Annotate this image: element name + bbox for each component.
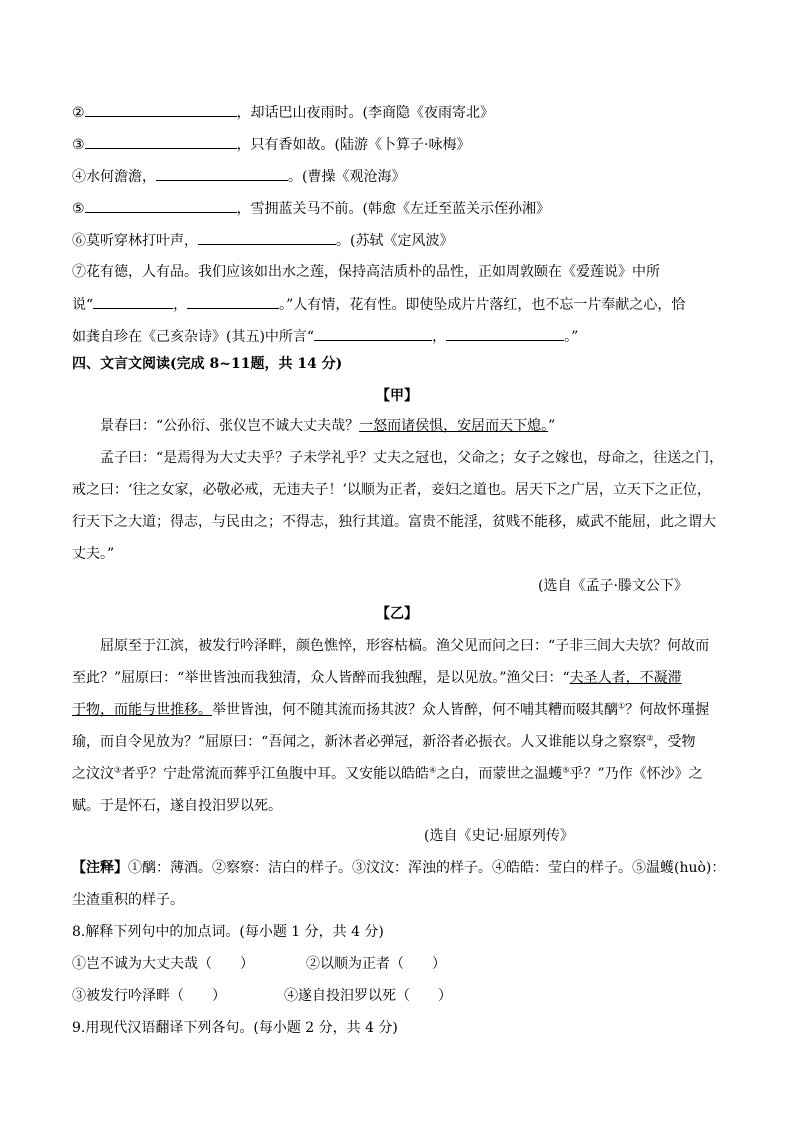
fill-item-2: ② ，却话巴山夜雨时。(李商隐《夜雨寄北》 bbox=[72, 102, 494, 123]
fill-item-6: ⑥莫听穿林打叶声， 。(苏轼《定风波》 bbox=[72, 230, 453, 251]
question-8-row2 bbox=[72, 986, 452, 1006]
notes-line1: 【注释】①醨：薄酒。②察察：洁白的样子。③汶汶：浑浊的样子。④皓皓：莹白的样子。⑤温蠖(huò)： bbox=[72, 860, 726, 876]
answer-blank[interactable] bbox=[198, 230, 336, 245]
fill-item-7-line2: 说“ ， 。”人有情，花有性。即使坠成片片落红，也不忘一片奉献之心，恰 bbox=[72, 294, 685, 315]
fill-item-5: ⑤ ，雪拥蓝关马不前。(韩愈《左迁至蓝关示侄孙湘》 bbox=[72, 198, 550, 219]
passage-jia-heading: 【甲】 bbox=[376, 388, 418, 404]
answer-blank[interactable] bbox=[85, 198, 237, 213]
passage-jia-p2-line1: 孟子曰：“是焉得为大丈夫乎？子未学礼乎？丈夫之冠也，父命之；女子之嫁也，母命之，往送之门， bbox=[100, 450, 724, 466]
passage-yi-line5: 之汶汶③者乎？宁赴常流而葬乎江鱼腹中耳。又安能以皓皓④之白，而蒙世之温蠖⑤乎？”乃作《怀沙》之 bbox=[72, 765, 703, 782]
answer-blank[interactable] bbox=[314, 326, 432, 341]
q8-item-a: ①岂不诚为大丈夫哉（ ） bbox=[72, 956, 254, 972]
fill-item-4: ④水何澹澹， 。(曹操《观沧海》 bbox=[72, 166, 405, 187]
answer-blank[interactable] bbox=[85, 134, 237, 149]
fill-item-7-line3: 如龚自珍在《己亥杂诗》(其五)中所言“ ， 。” bbox=[72, 326, 578, 347]
passage-jia-p2-line2: 戒之曰：‘往之女家，必敬必戒，无违夫子！’以顺为正者，妾妇之道也。居天下之广居，立天下之正位， bbox=[72, 482, 711, 498]
answer-blank[interactable] bbox=[85, 102, 237, 117]
answer-blank[interactable] bbox=[93, 294, 173, 309]
passage-jia-source: (选自《孟子·滕文公下》 bbox=[538, 578, 688, 594]
passage-yi-source: (选自《史记·屈原列传》 bbox=[424, 828, 574, 844]
answer-blank[interactable] bbox=[156, 166, 288, 181]
fill-item-7-line1: ⑦花有德，人有品。我们应该如出水之莲，保持高洁质朴的品性，正如周敦颐在《爱莲说》中所 bbox=[72, 264, 660, 280]
question-8-title: 8.解释下列句中的加点词。(每小题 1 分，共 4 分) bbox=[72, 924, 384, 940]
passage-yi-line1: 屈原至于江滨，被发行吟泽畔，颜色憔悴，形容枯槁。渔父见而问之曰：“子非三闾大夫欤？何故而 bbox=[100, 638, 710, 654]
passage-yi-line6: 赋。于是怀石，遂自投汨罗以死。 bbox=[72, 798, 282, 814]
answer-blank[interactable] bbox=[187, 294, 279, 309]
fill-item-3: ③ ，只有香如故。(陆游《卜算子·咏梅》 bbox=[72, 134, 470, 155]
answer-blank[interactable] bbox=[446, 326, 564, 341]
q8-item-c: ③被发行吟泽畔（ ） bbox=[72, 988, 226, 1004]
q8-item-d: ④遂自投汨罗以死（ ） bbox=[284, 988, 452, 1004]
question-9-title: 9.用现代汉语翻译下列各句。(每小题 2 分，共 4 分) bbox=[72, 1020, 398, 1036]
notes-line2: 尘渣重积的样子。 bbox=[72, 892, 184, 908]
passage-yi-line4: 瑜，而自令见放为？”屈原曰：“吾闻之，新沐者必弹冠，新浴者必振衣。人又谁能以身之察察②，受物 bbox=[72, 733, 696, 750]
passage-jia-p2-line4: 丈夫。” bbox=[72, 546, 115, 562]
passage-jia-p1: 景春曰：“公孙衍、张仪岂不诚大丈夫哉？一怒而诸侯惧，安居而天下熄。” bbox=[100, 418, 556, 434]
question-8-row1 bbox=[72, 954, 446, 974]
passage-jia-p2-line3: 行天下之大道；得志，与民由之；不得志，独行其道。富贵不能淫，贫贱不能移，威武不能屈，此之谓大 bbox=[72, 514, 716, 530]
section-4-title: 四、文言文阅读(完成 8~11题，共 14 分) bbox=[72, 356, 343, 372]
passage-yi-line3: 于物，而能与世推移。举世皆浊，何不随其流而扬其波？众人皆醉，何不哺其糟而啜其醨①？何故怀瑾握 bbox=[72, 701, 710, 718]
passage-yi-line2: 至此？”屈原曰：“举世皆浊而我独清，众人皆醉而我独醒，是以见放。”渔父曰：“夫圣人者，不凝滞 bbox=[72, 670, 682, 686]
passage-yi-heading: 【乙】 bbox=[376, 606, 418, 622]
q8-item-b: ②以顺为正者（ ） bbox=[306, 956, 446, 972]
